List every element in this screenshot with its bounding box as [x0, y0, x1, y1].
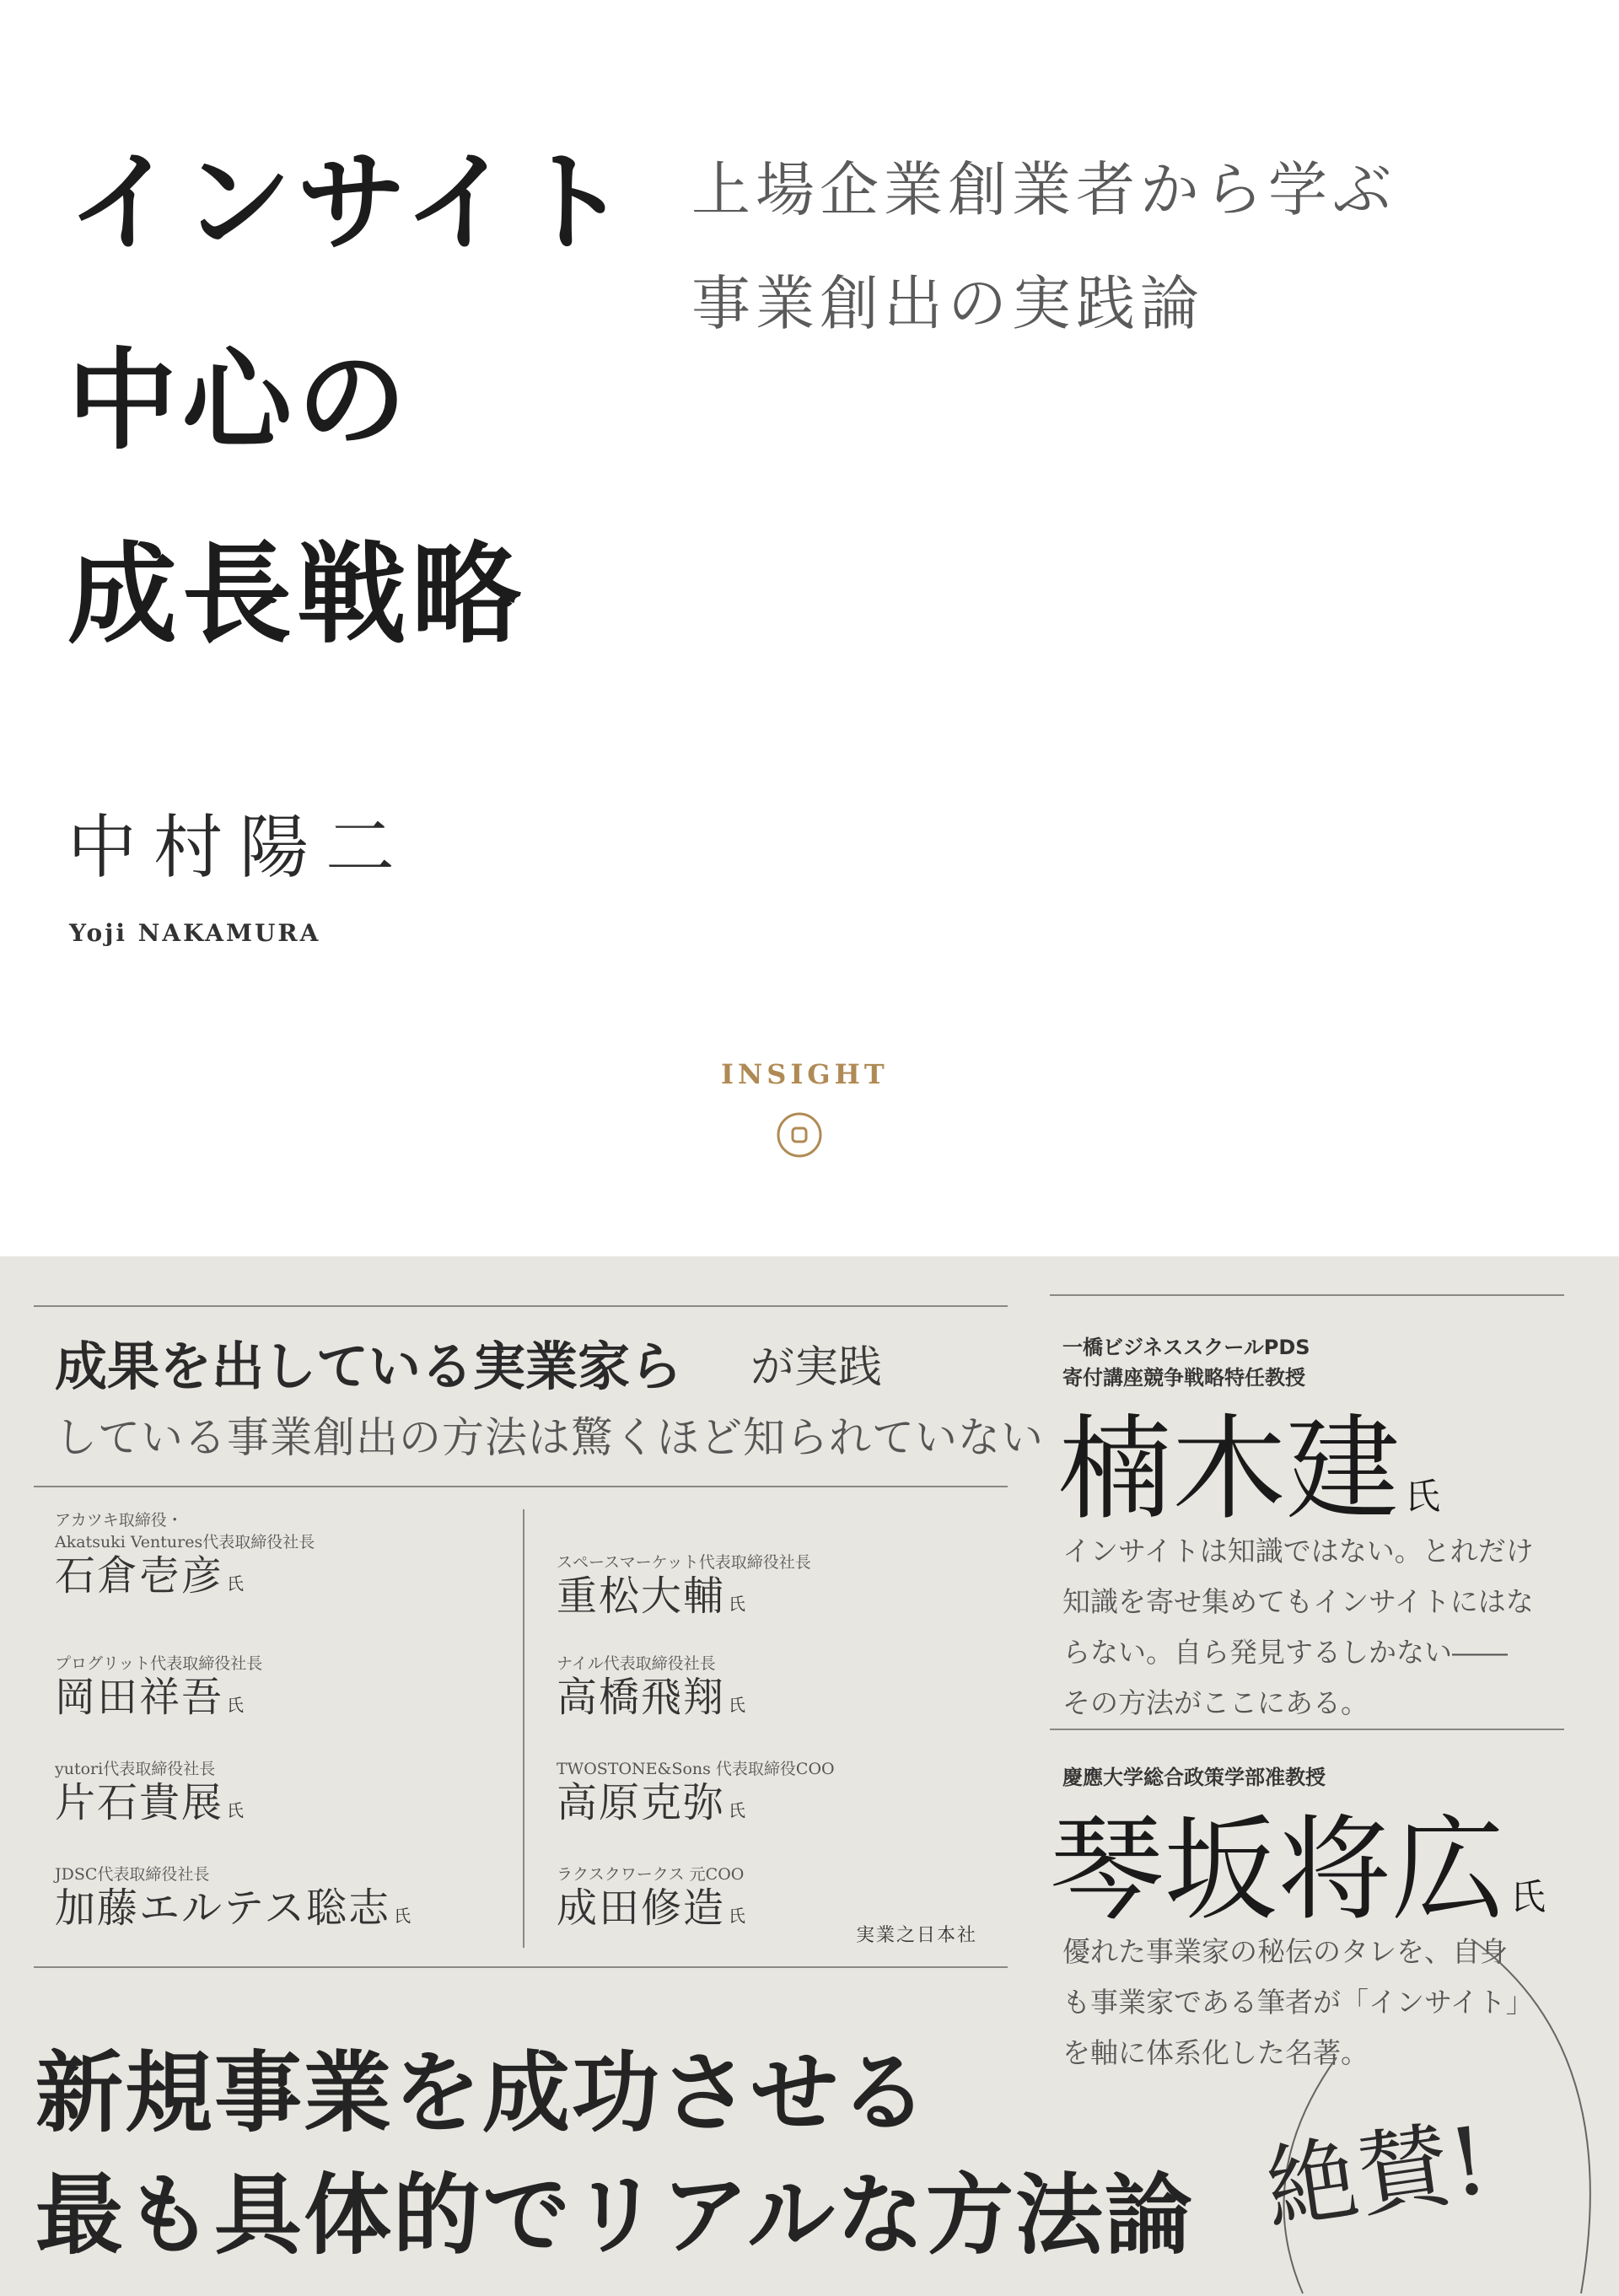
ceo-entry [55, 1653, 262, 1721]
obi-lead-emphasis: 成果を出している実業家ら [55, 1336, 683, 1397]
ceo-entry [557, 1551, 811, 1620]
ceo-name: 片石貴展 [55, 1779, 224, 1826]
divider [34, 1486, 1008, 1487]
honorific: 氏 [394, 1906, 411, 1926]
ceo-role: ラクスクワークス 元COO [557, 1865, 745, 1884]
obi-lead-line-2: している事業創出の方法は驚くほど知られていない [55, 1413, 1044, 1462]
honorific: 氏 [227, 1695, 245, 1715]
endorser-affiliation [1062, 1762, 1326, 1793]
divider [34, 1305, 1008, 1307]
endorser-affiliation-line: 寄付講座競争戦略特任教授 [1062, 1366, 1305, 1390]
comment-line: その方法がここにある。 [1062, 1686, 1369, 1719]
obi-lead-tail: が実践 [750, 1342, 883, 1393]
ceo-entry [557, 1863, 745, 1932]
imprint-logo-text: INSIGHT [721, 1058, 889, 1090]
honorific: 氏 [227, 1573, 245, 1594]
ceo-entry [557, 1653, 745, 1721]
book-title-line-3: 成長戦略 [67, 530, 527, 659]
comment-line: 優れた事業家の秘伝のタレを、自身 [1062, 1935, 1508, 1968]
ceo-role: Akatsuki Ventures代表取締役社長 [55, 1533, 315, 1551]
author-name-roman: Yoji NAKAMURA [69, 919, 321, 947]
ceo-role: アカツキ取締役・ [55, 1511, 183, 1530]
divider [1050, 1294, 1564, 1296]
publisher-name: 実業之日本社 [856, 1925, 978, 1946]
divider [1050, 1729, 1564, 1730]
book-title-line-1: インサイト [67, 138, 633, 266]
honorific: 氏 [729, 1695, 746, 1715]
comment-line: を軸に体系化した名著。 [1062, 2036, 1369, 2069]
endorser-name [1050, 1804, 1546, 1936]
ceo-role: ナイル代表取締役社長 [557, 1654, 716, 1673]
catch-copy-line-2: 最も具体的でリアルな方法論 [35, 2164, 1194, 2266]
praise-text: 絶賛! [1258, 2105, 1494, 2245]
insight-logo-icon [774, 1110, 825, 1160]
honorific: 氏 [729, 1800, 746, 1820]
subtitle-line-1: 上場企業創業者から学ぶ [691, 155, 1396, 224]
endorser-comment [1062, 1526, 1534, 1729]
author-name: 中村陽二 [67, 808, 412, 888]
ceo-name: 成田修造 [557, 1885, 726, 1932]
ceo-name: 高原克弥 [557, 1779, 726, 1826]
ceo-role: TWOSTONE&Sons 代表取締役COO [557, 1760, 835, 1778]
ceo-name: 岡田祥吾 [55, 1674, 224, 1721]
endorser-name-text: 楠木建 [1058, 1403, 1400, 1535]
comment-line: インサイトは知識ではない。とれだけ [1062, 1535, 1534, 1567]
endorser-affiliation [1062, 1332, 1310, 1393]
book-title-line-2: 中心の [67, 336, 412, 465]
endorser-name-text: 琴坂将広 [1050, 1804, 1505, 1936]
ceo-role: スペースマーケット代表取締役社長 [557, 1553, 811, 1572]
ceo-entry [55, 1863, 411, 1932]
catch-copy-line-1: 新規事業を成功させる [35, 2041, 930, 2144]
comment-line: 知識を寄せ集めてもインサイトにはな [1062, 1585, 1534, 1618]
ceo-name: 重松大輔 [557, 1573, 726, 1620]
endorser-affiliation-line: 一橋ビジネススクールPDS [1062, 1336, 1310, 1359]
comment-line: も事業家である筆者が「インサイト」 [1062, 1986, 1534, 2019]
divider [34, 1966, 1008, 1968]
comment-line: らない。自ら発見するしかない―― [1062, 1636, 1508, 1669]
ceo-name: 加藤エルテス聡志 [55, 1885, 391, 1932]
honorific: 氏 [729, 1594, 746, 1614]
honorific: 氏 [227, 1800, 245, 1820]
ceo-role: yutori代表取締役社長 [55, 1760, 216, 1778]
ceo-entry [55, 1758, 244, 1826]
honorific: 氏 [1510, 1876, 1546, 1917]
ceo-role: プログリット代表取締役社長 [55, 1654, 263, 1673]
endorser-affiliation-line: 慶應大学総合政策学部准教授 [1062, 1766, 1326, 1789]
endorser-name [1058, 1403, 1441, 1535]
divider [523, 1509, 524, 1948]
ceo-role: JDSC代表取締役社長 [55, 1865, 210, 1884]
subtitle-line-2: 事業創出の実践論 [691, 269, 1204, 338]
ceo-entry [55, 1509, 315, 1600]
ceo-name: 石倉壱彦 [55, 1552, 224, 1600]
honorific: 氏 [1405, 1476, 1441, 1517]
ceo-name: 高橋飛翔 [557, 1674, 726, 1721]
honorific: 氏 [729, 1906, 746, 1926]
ceo-entry [557, 1758, 835, 1826]
